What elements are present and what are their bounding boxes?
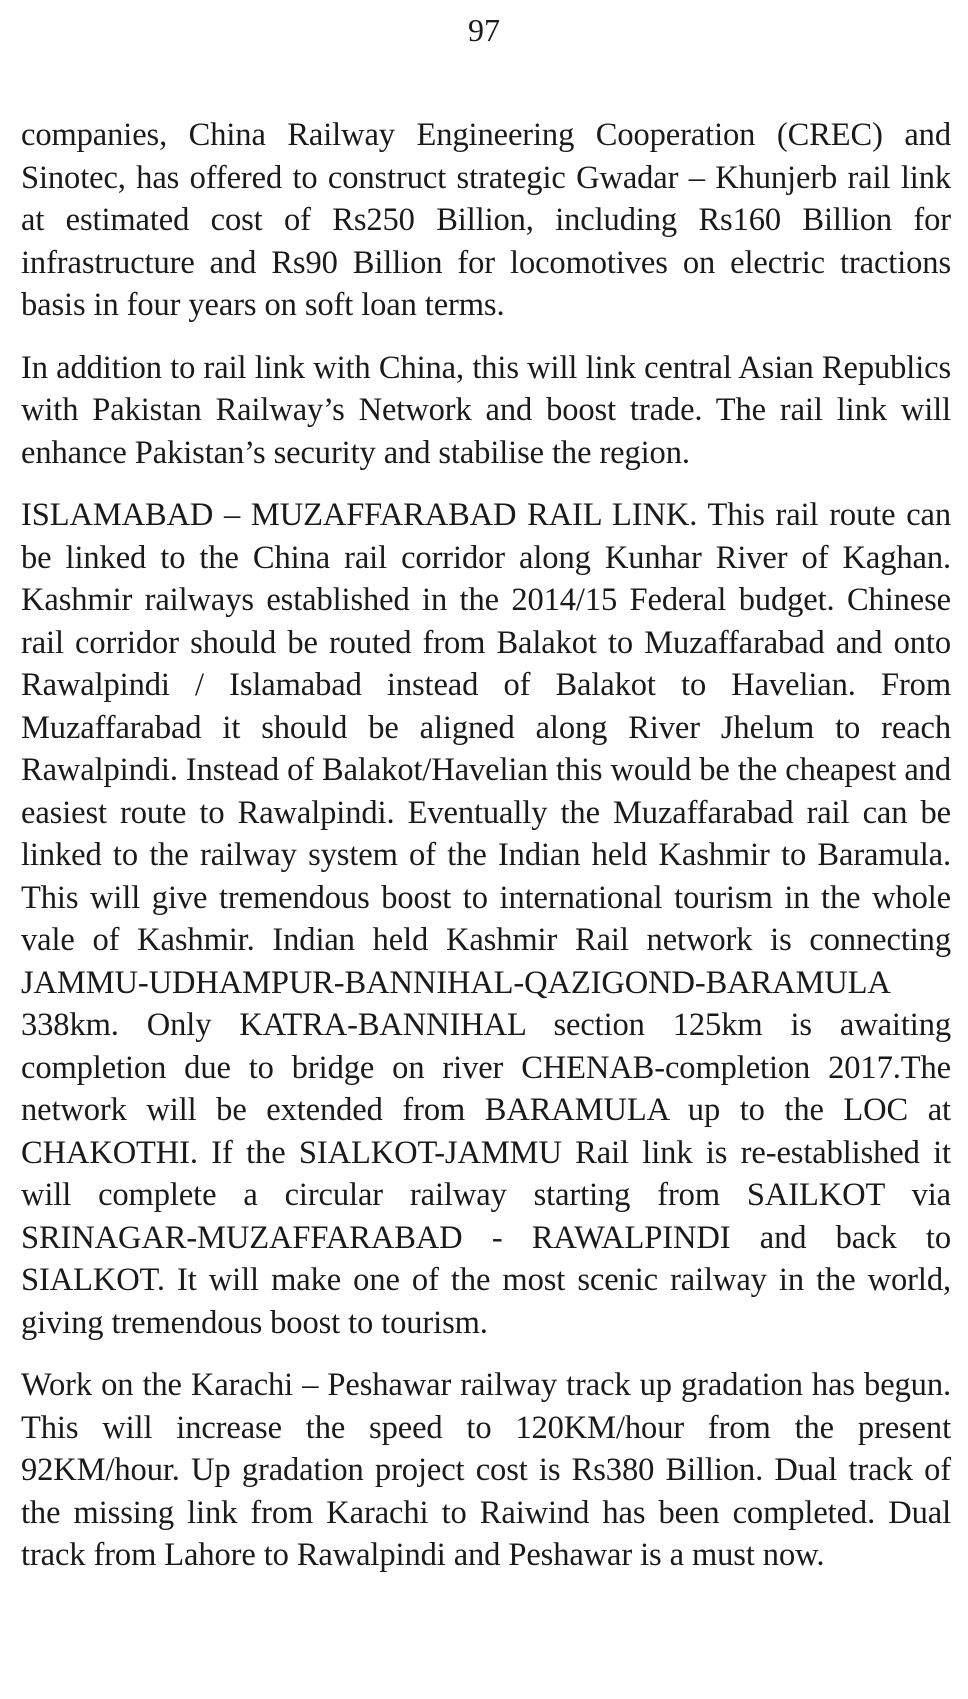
paragraph-karachi-peshawar-upgradation: Work on the Karachi – Peshawar railway track up gradation has begun. This will increase the speed to 120KM/hour from the present 92KM/hour. Up gradation project cost is Rs380 Billion. Dual track of the missing link from Karachi to Raiwind has been completed. Dual track from Lahore to Rawalpindi and Peshawar is a must now. <box>21 1367 951 1573</box>
paragraph-crec-gwadar-khunjerb: companies, China Railway Engineering Cooperation (CREC) and Sinotec, has offered to construct strategic Gwadar – Khunjerb rail link at estimated cost of Rs250 Billion, including Rs160 Billion for infrastructure and Rs90 Billion for locomotives on electric tractions basis in four years on soft loan terms. <box>21 117 951 323</box>
paragraph-central-asian-link: In addition to rail link with China, this will link central Asian Republics with Pakistan Railway’s Network and boost trade. The rail link will enhance Pakistan’s security and stabilise the region. <box>21 349 951 471</box>
page-body <box>21 114 951 1597</box>
paragraph-islamabad-muzaffarabad-rail-link: ISLAMABAD – MUZAFFARABAD RAIL LINK. This rail route can be linked to the China rail corridor along Kunhar River of Kaghan. Kashmir railways established in the 2014/15 Federal budget. Chinese rail corridor should be routed from Balakot to Muzaffarabad and onto Rawalpindi / Islamabad instead of Balakot to Havelian. From Muzaffarabad it should be aligned along River Jhelum to reach Rawalpindi. Instead of Balakot/Havelian this would be the cheapest and easiest route to Rawalpindi. Eventually the Muzaffarabad rail can be linked to the railway system of the Indian held Kashmir to Baramula. This will give tremendous boost to international tourism in the whole vale of Kashmir. Indian held Kashmir Rail network is connecting JAMMU-UDHAMPUR-BANNIHAL-QAZIGOND-BARAMULA 338km. Only KATRA-BANNIHAL section 125km is awaiting completion due to bridge on river CHENAB-completion 2017.The network will be extended from BARAMULA up to the LOC at CHAKOTHI. If the SIALKOT-JAMMU Rail link is re-established it will complete a circular railway starting from SAILKOT via SRINAGAR-MUZAFFARABAD - RAWALPINDI and back to SIALKOT. It will make one of the most scenic railway in the world, giving tremendous boost to tourism. <box>21 497 951 1341</box>
page-number: 97 <box>468 12 500 48</box>
